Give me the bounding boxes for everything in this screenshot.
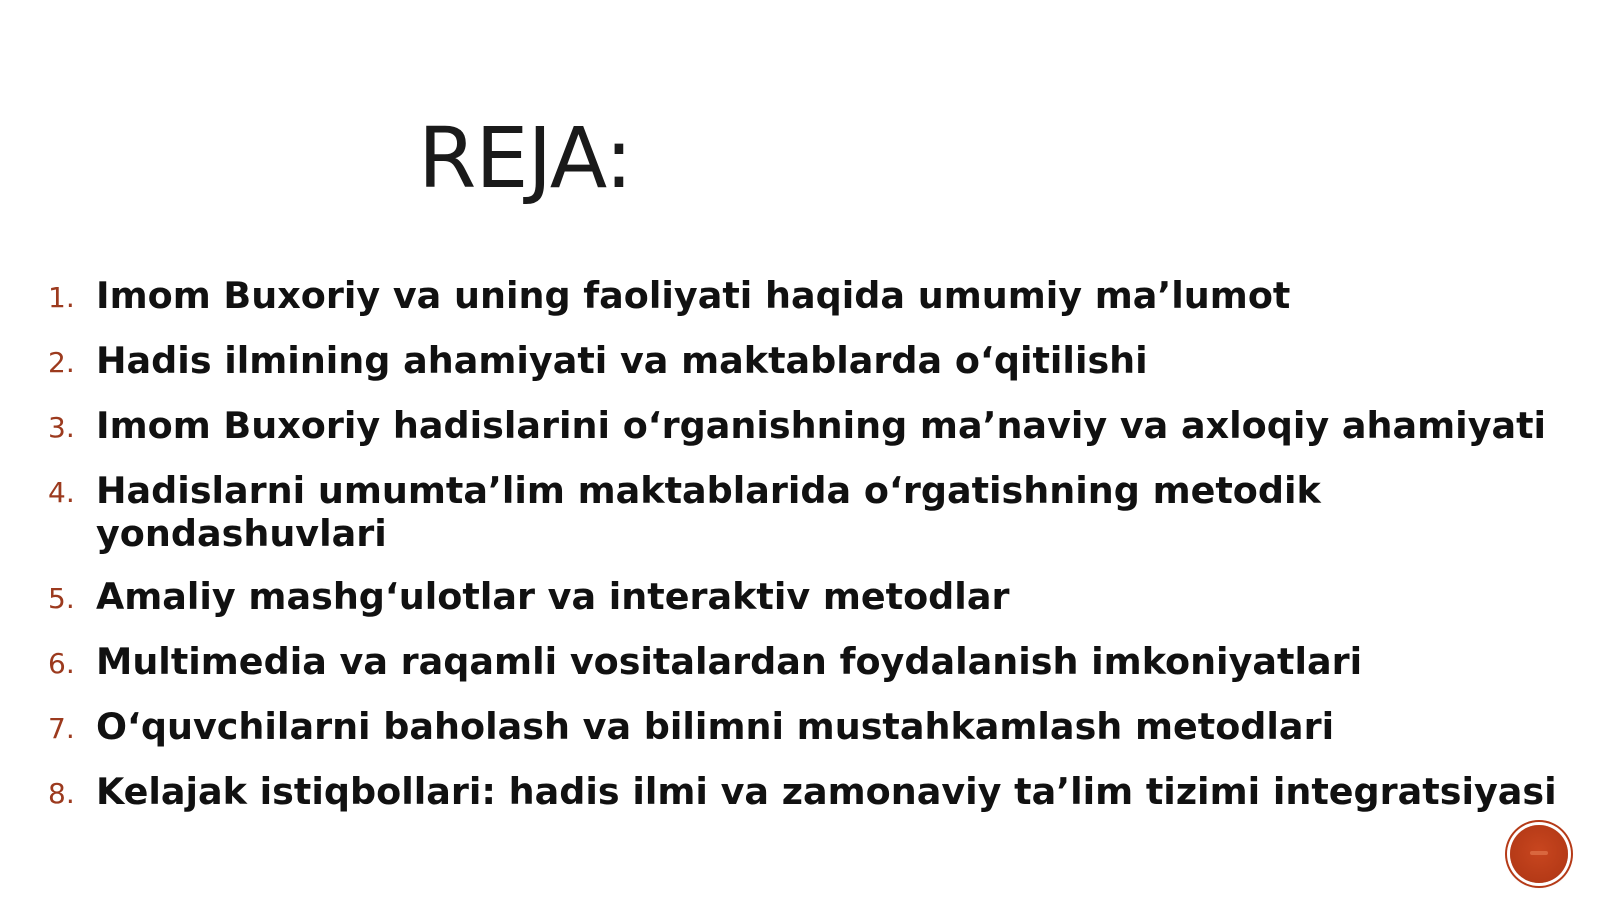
- slide-title: REJA:: [418, 109, 633, 207]
- plan-item: [48, 469, 1578, 555]
- plan-item-number: 3.: [48, 411, 75, 444]
- plan-item-text: Imom Buxoriy hadislarini o‘rganishning ma’naviy va axloqiy ahamiyati: [96, 404, 1547, 447]
- plan-item-number: 1.: [48, 281, 75, 314]
- plan-item: [48, 575, 1578, 620]
- plan-item-number: 5.: [48, 582, 75, 615]
- plan-item: [48, 274, 1578, 319]
- plan-item-text: Imom Buxoriy va uning faoliyati haqida umumiy ma’lumot: [96, 274, 1291, 317]
- slide-nav-circle-icon[interactable]: [1510, 825, 1568, 883]
- plan-item: [48, 770, 1578, 815]
- plan-item-number: 6.: [48, 647, 75, 680]
- plan-item-number: 2.: [48, 346, 75, 379]
- plan-item-text: Hadis ilmining ahamiyati va maktablarda o‘qitilishi: [96, 339, 1148, 382]
- plan-item-number: 4.: [48, 476, 75, 509]
- plan-item-text: O‘quvchilarni baholash va bilimni mustahkamlash metodlari: [96, 705, 1335, 748]
- plan-item-text: Hadislarni umumta’lim maktablarida o‘rgatishning metodik yondashuvlari: [96, 469, 1321, 555]
- plan-item-number: 8.: [48, 777, 75, 810]
- plan-item-number: 7.: [48, 712, 75, 745]
- plan-item-text: Amaliy mashg‘ulotlar va interaktiv metodlar: [96, 575, 1010, 618]
- plan-item: [48, 705, 1578, 750]
- plan-list: [48, 274, 1578, 835]
- plan-item: [48, 339, 1578, 384]
- nav-badge-mark: [1530, 851, 1548, 855]
- plan-item-text: Multimedia va raqamli vositalardan foydalanish imkoniyatlari: [96, 640, 1363, 683]
- plan-item: [48, 640, 1578, 685]
- plan-item: [48, 404, 1578, 449]
- plan-item-text: Kelajak istiqbollari: hadis ilmi va zamonaviy ta’lim tizimi integratsiyasi: [96, 770, 1557, 813]
